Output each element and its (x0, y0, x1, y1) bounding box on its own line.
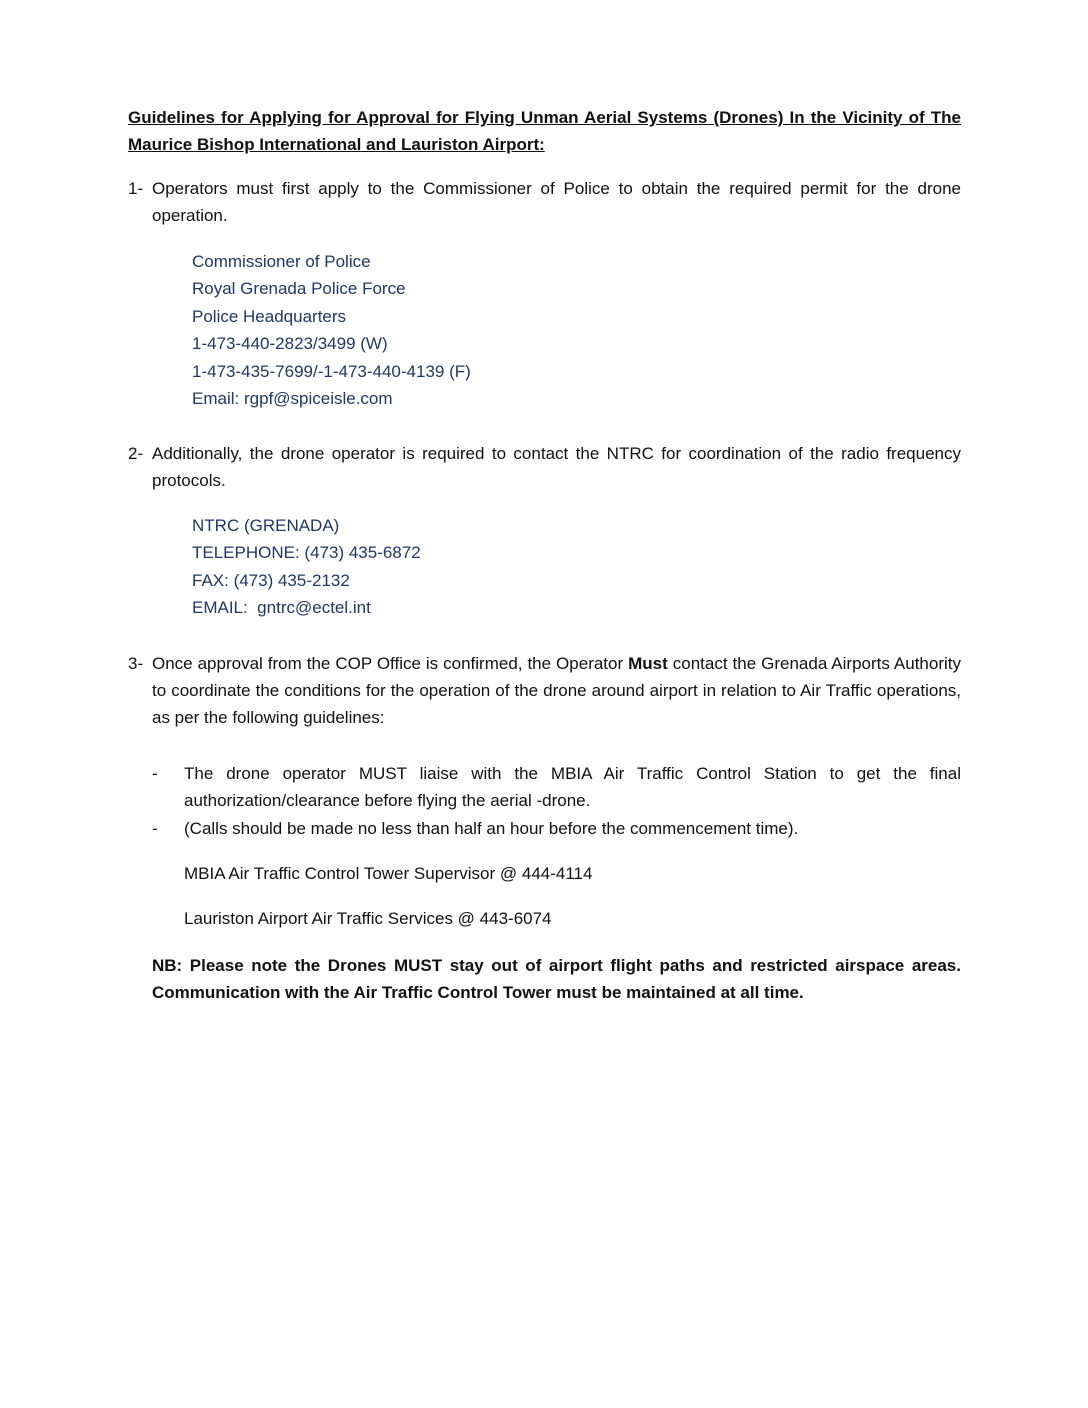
police-contact-line: Commissioner of Police (192, 252, 371, 271)
ntrc-contact-line: NTRC (GRENADA) (192, 516, 340, 535)
item-text-part: Once approval from the COP Office is confirmed, the Operator (152, 654, 629, 673)
bullet-text: (Calls should be made no less than half an hour before the commencement time). (184, 819, 799, 838)
guideline-item-2 (128, 440, 961, 494)
bullet-dash: - (152, 819, 158, 838)
police-contact-line: Royal Grenada Police Force (192, 279, 406, 299)
police-contact-line: 1-473-435-7699/-1-473-440-4139 (F) (192, 361, 471, 381)
police-email: Email: rgpf@spiceisle.com (192, 389, 393, 409)
police-contact-line: Police Headquarters (192, 306, 347, 326)
bullet-item-2 (152, 815, 961, 842)
nb-note: NB: Please note the Drones MUST stay out of airport flight paths and restricted airspace areas. Communication with the Air Traffic Control Tower must be maintained at all time. (152, 956, 961, 1002)
item-number: 3- (128, 654, 144, 673)
ntrc-email: EMAIL: gntrc@ectel.int (192, 598, 371, 618)
item-text: Additionally, the drone operator is required to contact the NTRC for coordination of the radio frequency protocols. (152, 444, 961, 490)
item-number: 1- (128, 179, 144, 198)
item-text-part: contact the Grenada Airports Authority to coordinate the conditions for the operation of the drone around airport in relation to Air Traffic operations, as per the following guidelines: (152, 654, 961, 727)
ntrc-contact-line: FAX: (473) 435-2132 (192, 570, 350, 590)
lauriston-services-line: Lauriston Airport Air Traffic Services @ 443-6074 (184, 909, 552, 928)
item-text: Operators must first apply to the Commissioner of Police to obtain the required permit for the drone operation. (152, 179, 961, 225)
item-text (152, 650, 961, 731)
police-contact-line: 1-473-440-2823/3499 (W) (192, 334, 388, 354)
tower-supervisor-line: MBIA Air Traffic Control Tower Supervisor @ 444-4114 (184, 864, 593, 883)
bullet-dash: - (152, 764, 158, 783)
guideline-item-1 (128, 175, 961, 229)
document-title: Guidelines for Applying for Approval for Flying Unman Aerial Systems (Drones) In the Vicinity of The Maurice Bishop International and Lauriston Airport: (128, 108, 961, 154)
bullet-text: The drone operator MUST liaise with the MBIA Air Traffic Control Station to get the final authorization/clearance before flying the aerial -drone. (184, 764, 961, 810)
ntrc-contact-block (192, 512, 421, 622)
guideline-item-3 (128, 650, 961, 731)
ntrc-contact-line: TELEPHONE: (473) 435-6872 (192, 543, 421, 563)
bullet-item-1 (152, 760, 961, 814)
police-contact-block (192, 248, 471, 412)
item-number: 2- (128, 444, 144, 463)
emphasis-must: Must (628, 654, 668, 673)
